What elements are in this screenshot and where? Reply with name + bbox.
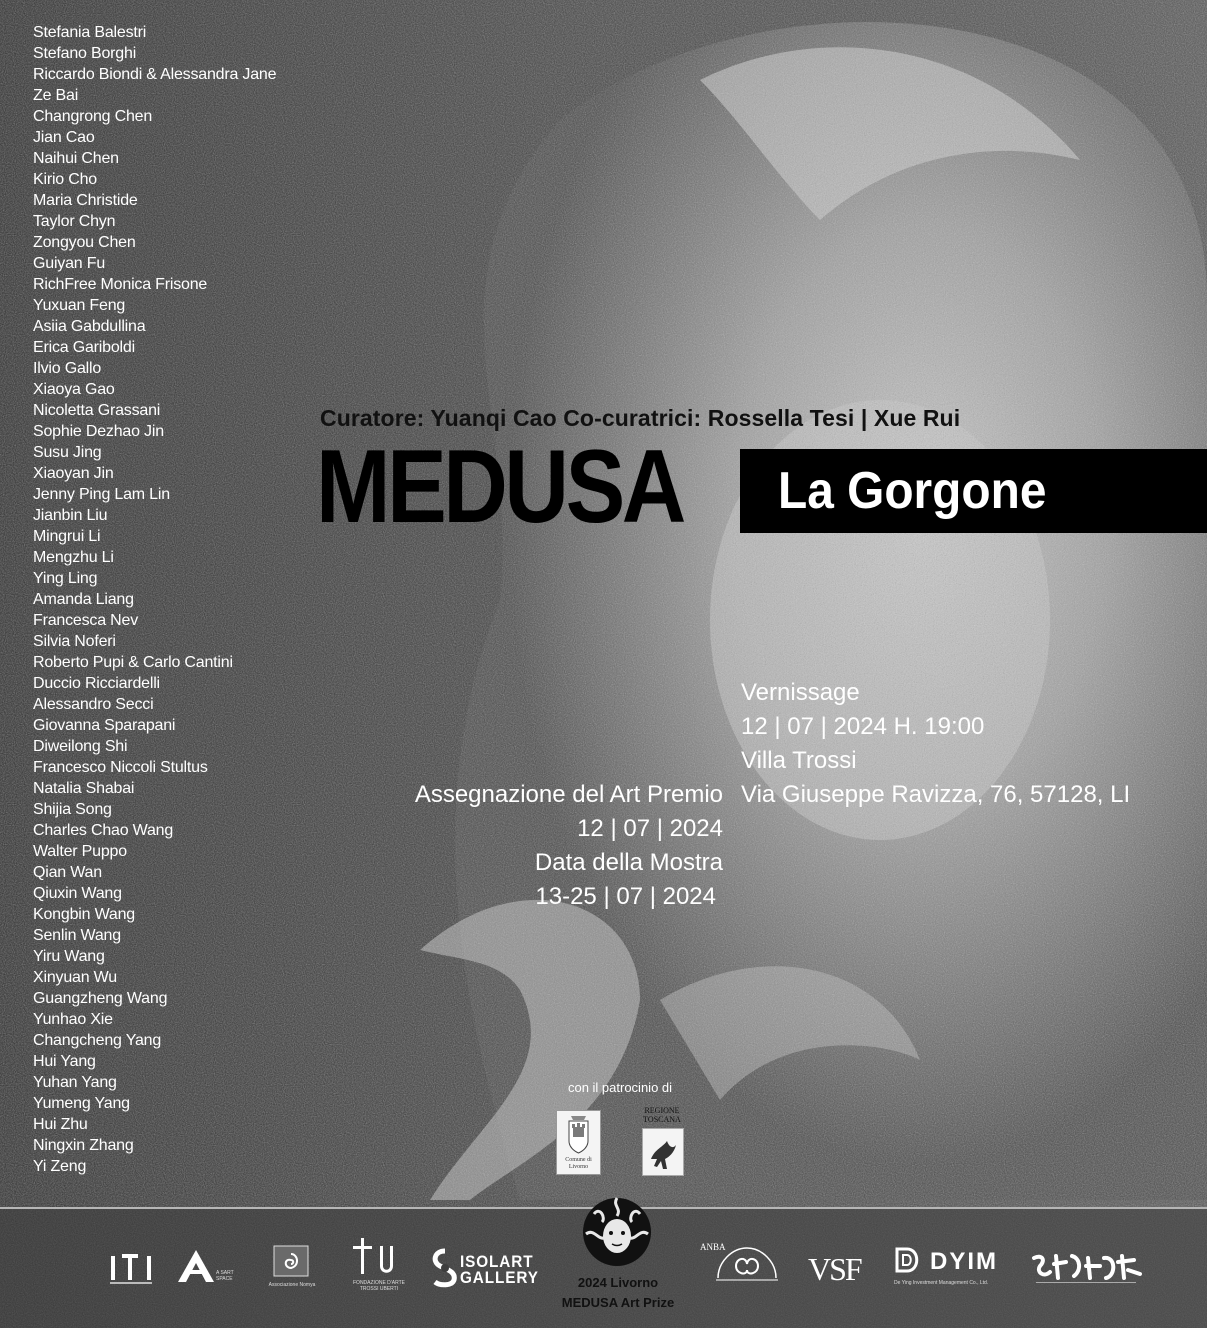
artist-name: Guiyan Fu — [33, 255, 106, 272]
artist-name: Ze Bai — [33, 87, 79, 104]
dyim-caption: De Ying Investment Management Co., Ltd. — [894, 1280, 989, 1286]
vsf-mark: VSF — [808, 1251, 861, 1286]
calligraphy-logo-icon — [1030, 1250, 1146, 1286]
artist-name: Mingrui Li — [33, 528, 101, 545]
artist-name: Hui Zhu — [33, 1116, 88, 1133]
isolart-gallery-logo — [430, 1248, 554, 1288]
subtitle: La Gorgone — [778, 462, 1047, 520]
artist-name: Guangzheng Wang — [33, 990, 168, 1007]
artist-name: Francesca Nev — [33, 612, 138, 629]
artist-name: Qiuxin Wang — [33, 885, 122, 902]
asart-space-logo — [176, 1248, 234, 1286]
dyim-d-icon — [894, 1246, 924, 1274]
comune-label: Comune di Livorno — [565, 1157, 592, 1170]
artist-name: Kongbin Wang — [33, 906, 135, 923]
artist-name: Walter Puppo — [33, 843, 127, 860]
artist-name: Charles Chao Wang — [33, 822, 174, 839]
artist-name: Nicoletta Grassani — [33, 402, 161, 419]
artist-name: Silvia Noferi — [33, 633, 116, 650]
artist-name: Naihui Chen — [33, 150, 119, 167]
award-label: Assegnazione del Art Premio — [414, 781, 723, 808]
main-title: MEDUSA — [316, 429, 683, 545]
exhibition-label: Data della Mostra — [534, 849, 723, 876]
artist-name: Duccio Ricciardelli — [33, 675, 160, 692]
curator-line: Curatore: Yuanqi Cao Co-curatrici: Rossella Tesi | Xue Rui — [320, 405, 961, 431]
vernissage-info — [741, 676, 1201, 812]
artist-name: Ying Ling — [33, 570, 98, 587]
artist-name: Xiaoyan Jin — [33, 465, 114, 482]
artist-name: Kirio Cho — [33, 171, 98, 188]
artist-name: Yiru Wang — [33, 948, 105, 965]
artist-name: Changrong Chen — [33, 108, 153, 125]
vernissage-venue: Villa Trossi — [741, 747, 857, 774]
tu-monogram-icon — [344, 1236, 414, 1276]
sponsor-logo-1-icon — [108, 1248, 154, 1288]
artist-name: Diweilong Shi — [33, 738, 128, 755]
artist-name: Yunhao Xie — [33, 1011, 113, 1028]
isolart-swirl-icon — [430, 1248, 460, 1288]
artist-name: Senlin Wang — [33, 927, 121, 944]
nomya-caption: Associazione Nomya — [268, 1282, 316, 1288]
shell-icon — [262, 1244, 322, 1278]
prize-line2: MEDUSA Art Prize — [561, 1295, 675, 1310]
patronage-label: con il patrocinio di — [567, 1080, 673, 1095]
artist-name: Susu Jing — [33, 444, 102, 461]
artist-name: Alessandro Secci — [33, 696, 154, 713]
fondazione-trossi-logo — [344, 1236, 414, 1292]
vernissage-label: Vernissage — [741, 679, 860, 706]
artist-name: Asiia Gabdullina — [33, 318, 146, 335]
medusa-prize-icon — [574, 1192, 660, 1278]
subtitle-band — [740, 449, 1207, 533]
vsf-monogram-icon — [806, 1250, 862, 1286]
triangle-a-icon — [176, 1248, 216, 1284]
artist-name: Yumeng Yang — [33, 1095, 130, 1112]
artist-name: Jianbin Liu — [33, 507, 108, 524]
regione-label: REGIONE TOSCANA — [643, 1106, 681, 1124]
artist-name: Ningxin Zhang — [33, 1137, 134, 1154]
anba-letters: ANBA — [700, 1242, 726, 1252]
prize-title — [548, 1273, 688, 1313]
artist-name: Yuhan Yang — [33, 1074, 117, 1091]
artist-name: RichFree Monica Frisone — [33, 276, 208, 293]
award-info — [380, 778, 723, 914]
isolart-line2: GALLERY — [460, 1268, 539, 1287]
vernissage-address: Via Giuseppe Ravizza, 76, 57128, LI — [741, 781, 1131, 808]
fondazione-caption: FONDAZIONE D'ARTE TROSSI UBERTI — [353, 1280, 405, 1292]
artist-list — [33, 22, 333, 1177]
artist-name: Yuxuan Feng — [33, 297, 126, 314]
artist-name: Mengzhu Li — [33, 549, 114, 566]
anba-logo — [700, 1240, 784, 1290]
artist-name: Qian Wan — [33, 864, 102, 881]
artist-name: Ilvio Gallo — [33, 360, 102, 377]
artist-name: Hui Yang — [33, 1053, 96, 1070]
artist-name: Giovanna Sparapani — [33, 717, 176, 734]
regione-toscana-logo — [640, 1106, 684, 1174]
anba-ornament-icon — [712, 1242, 782, 1284]
artist-name: Xinyuan Wu — [33, 969, 117, 986]
castle-icon — [557, 1111, 600, 1157]
prize-line1: 2024 Livorno — [577, 1275, 659, 1290]
dyim-wordmark: DYIM — [930, 1248, 998, 1275]
dyim-logo — [894, 1246, 1010, 1290]
artist-name: Shijia Song — [33, 801, 112, 818]
artist-name: Zongyou Chen — [33, 234, 136, 251]
artist-name: Amanda Liang — [33, 591, 134, 608]
artist-name: Stefano Borghi — [33, 45, 137, 62]
artist-name: Sophie Dezhao Jin — [33, 423, 164, 440]
exhibition-dates: 13-25 | 07 | 2024 — [535, 883, 716, 910]
artist-name: Natalia Shabai — [33, 780, 135, 797]
artist-name: Francesco Niccoli Stultus — [33, 759, 208, 776]
artist-name: Jenny Ping Lam Lin — [33, 486, 170, 503]
nomya-logo — [262, 1244, 322, 1290]
artist-name: Xiaoya Gao — [33, 381, 115, 398]
artist-name: Jian Cao — [33, 129, 95, 146]
comune-livorno-crest — [556, 1110, 601, 1175]
asart-caption: A SART SPACE — [216, 1270, 234, 1282]
artist-name: Erica Gariboldi — [33, 339, 135, 356]
artist-name: Changcheng Yang — [33, 1032, 162, 1049]
artist-name: Taylor Chyn — [33, 213, 116, 230]
artist-name: Riccardo Biondi & Alessandra Jane — [33, 66, 277, 83]
pegasus-flag — [642, 1128, 684, 1176]
pegasus-icon — [643, 1129, 683, 1175]
vernissage-date: 12 | 07 | 2024 H. 19:00 — [741, 713, 985, 740]
award-date: 12 | 07 | 2024 — [577, 815, 723, 842]
artist-name: Yi Zeng — [33, 1158, 87, 1175]
isolart-line1: ISOLART — [460, 1252, 534, 1271]
artist-name: Maria Christide — [33, 192, 138, 209]
artist-name: Stefania Balestri — [33, 24, 147, 41]
artist-name: Roberto Pupi & Carlo Cantini — [33, 654, 233, 671]
